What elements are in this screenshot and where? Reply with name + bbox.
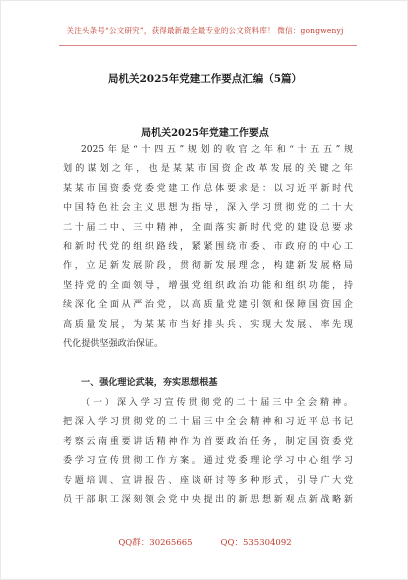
paragraph-line: 划的谋划之年，也是某某市国资企改革发展的关键之年 <box>63 164 353 175</box>
footer-qq: QQ：535304092 <box>220 538 292 548</box>
heading-1 <box>63 373 353 392</box>
paragraph-line: 考察云南重要讲话精神作为首要政治任务，制定国资委党 <box>63 436 353 447</box>
paragraph-line: 续深化全面从严治党，以高质量党建引领和保障国资国企 <box>63 300 353 311</box>
paragraph-line: 高质量发展，为某某市当好排头兵、实现大发展、率先现 <box>63 319 353 330</box>
paragraph-line: （一）深入学习宣传贯彻党的二十届三中全会精神。 <box>81 398 353 408</box>
heading-text: 一、强化理论武装，夯实思想根基 <box>81 377 218 388</box>
paragraph-line: 员干部职工深刻领会党中央提出的新思想新观点新战略新 <box>63 495 353 506</box>
paragraph-1 <box>63 141 353 354</box>
paragraph-line: 把深入学习贯彻党的二十届三中全会精神和习近平总书记 <box>63 417 353 428</box>
paragraph-line: 2025年是“十四五”规划的收官之年和“十五五”规 <box>81 145 353 155</box>
footer-qq-group: QQ群：30265665 <box>118 538 193 548</box>
paragraph-line: 坚持党的全面领导，增强党组织政治功能和组织功能，持 <box>63 280 353 291</box>
header-divider <box>59 45 357 46</box>
section-title: 局机关2025年党建工作要点 <box>141 128 269 139</box>
paragraph-line: 和新时代党的组织路线，紧紧围绕市委、市政府的中心工 <box>63 242 353 253</box>
footer-contact <box>1 536 408 548</box>
paragraph-line: 中国特色社会主义思想为指导，深入学习贯彻党的二十大 <box>63 203 353 214</box>
paragraph-line: 某某市国资委党委党建工作总体要求是：以习近平新时代 <box>63 183 353 194</box>
header-banner: 关注头条号“公文研究”，获得最新最全最专业的公文资料库！ 微信：gongwenyj <box>66 26 344 35</box>
paragraph-line: 作，立足新发展阶段，贯彻新发展理念，构建新发展格局 <box>63 261 353 272</box>
paragraph-line: 二十届二中、三中精神，全面落实新时代党的建设总要求 <box>63 222 353 233</box>
document-title: 局机关2025年党建工作要点汇编（5篇） <box>107 73 303 85</box>
paragraph-line: 代化提供坚强政治保证。 <box>63 339 164 350</box>
paragraph-line: 专题培训、宣讲报告、座谈研讨等多种形式，引导广大党 <box>63 475 353 486</box>
paragraph-2 <box>63 394 353 510</box>
paragraph-line: 委学习宣传贯彻工作方案。通过党委理论学习中心组学习 <box>63 456 353 467</box>
